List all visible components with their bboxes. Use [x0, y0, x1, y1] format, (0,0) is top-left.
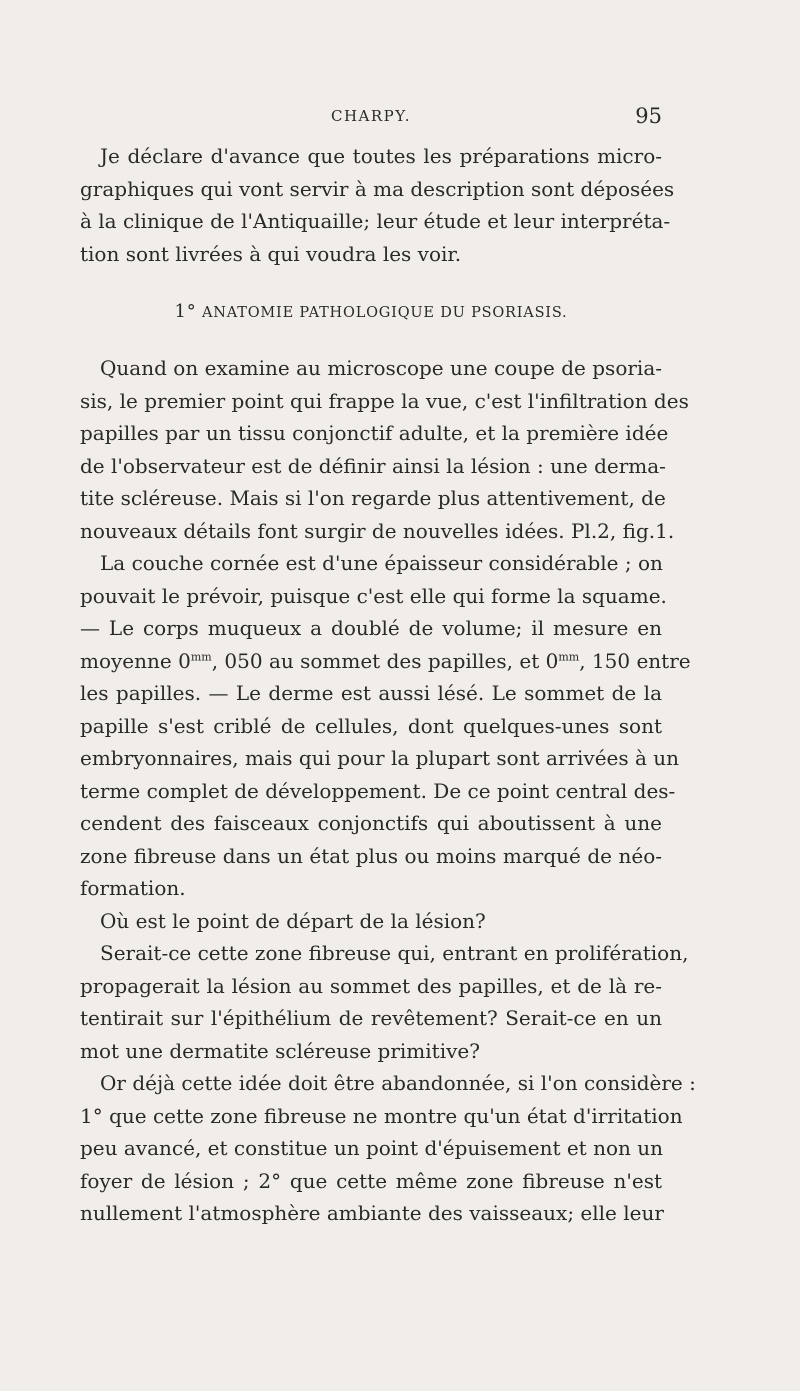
paragraph-question [80, 905, 662, 938]
text-line: de l'observateur est de définir ainsi la lésion : une derma- [80, 453, 666, 478]
section-number: 1° [174, 301, 197, 322]
text-line: pouvait le prévoir, puisque c'est elle qui forme la squame. [80, 583, 667, 608]
text-line: 1° que cette zone fibreuse ne montre qu'un état d'irritation [80, 1103, 683, 1128]
text-line: tion sont livrées à qui voudra les voir. [80, 241, 462, 266]
text-line: les papilles. — Le derme est aussi lésé. Le sommet de la [80, 681, 662, 705]
body-text [80, 140, 696, 1230]
text-line: — Le corps muqueux a doublé de volume; il mesure en [80, 616, 662, 640]
text-line: terme complet de développement. De ce point central des- [80, 778, 676, 803]
text-line: à la clinique de l'Antiquaille; leur étude et leur interpréta- [80, 209, 671, 233]
text-line: Serait-ce cette zone fibreuse qui, entrant en prolifération, [100, 941, 689, 965]
section-heading [80, 296, 662, 328]
text-line: foyer de lésion ; 2° que cette même zone fibreuse n'est [80, 1168, 662, 1193]
text-line: Je déclare d'avance que toutes les préparations micro- [100, 144, 662, 168]
measure-text: moyenne 0 [80, 648, 191, 673]
text-line: cendent des faisceaux conjonctifs qui aboutissent à une [80, 811, 662, 835]
text-line: papille s'est criblé de cellules, dont quelques-unes sont [80, 713, 662, 738]
text-line: La couche cornée est d'une épaisseur considérable ; on [100, 551, 663, 575]
text-line: graphiques qui vont servir à ma description sont déposées [80, 176, 675, 201]
text-line: zone fibreuse dans un état plus ou moins marqué de néo- [80, 843, 662, 868]
measure-text: , 050 au sommet des papilles, et 0 [211, 648, 559, 673]
running-title: CHARPY. [330, 107, 411, 125]
text-line: mot une dermatite scléreuse primitive? [80, 1038, 480, 1063]
paragraph-objection [80, 1067, 696, 1230]
text-line: nouveaux détails font surgir de nouvelles idées. Pl.2, fig.1. [80, 518, 675, 543]
page-number: 95 [635, 104, 662, 128]
unit-superscript: mm [190, 649, 212, 663]
text-line: tite scléreuse. Mais si l'on regarde plus attentivement, de [80, 486, 666, 510]
unit-superscript: mm [558, 649, 580, 663]
section-title: ANATOMIE PATHOLOGIQUE DU PSORIASIS. [202, 305, 568, 321]
text-line: formation. [80, 876, 186, 900]
text-line: nullement l'atmosphère ambiante des vaisseaux; elle leur [80, 1201, 664, 1225]
text-line: propagerait la lésion au sommet des papilles, et de là re- [80, 973, 662, 998]
paragraph-examination [80, 352, 689, 547]
paragraph-layers [80, 547, 691, 905]
text-line: papilles par un tissu conjonctif adulte, et la première idée [80, 421, 669, 445]
paragraph-intro [80, 140, 675, 270]
text-line-measurements [80, 645, 691, 678]
text-line: Où est le point de départ de la lésion? [100, 908, 486, 933]
text-line: embryonnaires, mais qui pour la plupart sont arrivées à un [80, 746, 680, 770]
text-line: sis, le premier point qui frappe la vue, c'est l'infiltration des [80, 388, 689, 413]
text-line: Quand on examine au microscope une coupe de psoria- [100, 356, 662, 380]
text-line: peu avancé, et constitue un point d'épuisement et non un [80, 1136, 663, 1160]
text-line: Or déjà cette idée doit être abandonnée, si l'on considère : [100, 1071, 696, 1095]
text-line: tentirait sur l'épithélium de revêtement? Serait-ce en un [80, 1006, 662, 1030]
measure-text: , 150 entre [579, 648, 691, 673]
running-head [80, 104, 662, 128]
paragraph-hypothesis [80, 937, 689, 1067]
